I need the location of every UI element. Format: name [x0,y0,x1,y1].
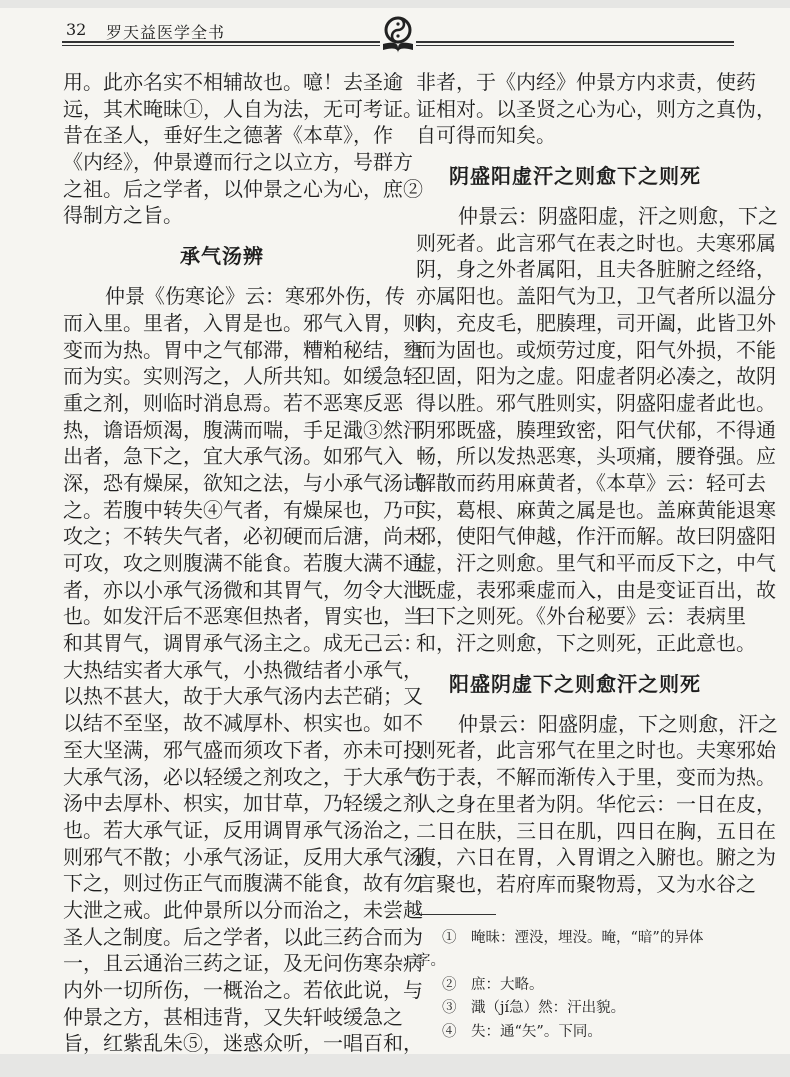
text-line: 之祖。后之学者，以仲景之心为心，庶② [63,176,423,201]
text-line: 和，汗之则愈，下之则死，正此意也。 [416,631,756,656]
text-line: 一，且云通治三药之证，及无问伤寒杂病 [63,951,423,976]
text-line: 仲景之方，甚相违背，又失轩岐缓急之 [63,1004,403,1029]
text-line: 邪，使阳气伸越，作汗而解。故曰阴盛阳 [416,524,776,549]
text-line: 昔在圣人，垂好生之德著《本草》，作 [63,123,393,148]
text-line: 伤于表，不解而渐传入于里，变而为热。 [416,765,776,790]
page-number: 32 [66,20,87,39]
text-line: 热，谵语烦渴，腹满而喘，手足濈③然汗 [63,417,423,442]
text-line: 旨，红紫乱朱⑤，迷惑众听，一唱百和， [63,1031,423,1056]
text-line: 二日在肤，三日在肌，四日在胸，五日在 [416,818,776,843]
text-line: 出者，急下之，宜大承气汤。如邪气入 [63,444,403,469]
text-line: 内外一切所伤，一概治之。若依此说，与 [63,978,423,1002]
header-rule-left-thin [62,45,380,46]
text-line: 用。此亦名实不相辅故也。噫！去圣逾 [63,70,403,94]
running-head-book-title: 罗天益医学全书 [106,23,226,42]
left-text-column [63,69,423,1057]
header-rule-right-thin [416,45,734,46]
text-line: 仲景《伤寒论》云：寒邪外伤，传 [105,284,405,309]
paragraph [416,69,776,149]
section-heading: 承气汤辨 [180,244,264,269]
text-line: 汤中去厚朴、枳实，加甘草，乃轻缓之剂 [63,791,423,816]
text-line: 远，其术晻昧①，人自为法，无可考证。 [63,96,423,121]
text-line: 腹，六日在胃，入胃谓之入腑也。腑之为 [416,845,776,870]
text-line: 亦属阳也。盖阳气为卫，卫气者所以温分 [416,284,776,309]
text-line: 仲景云：阴盛阳虚，汗之则愈，下之 [458,204,778,229]
section-heading: 阳盛阴虚下之则愈汗之则死 [449,671,701,696]
text-line: 之。若腹中转失④气者，有燥屎也，乃可 [63,497,423,522]
text-line: 曰下之则死。《外台秘要》云：表病里 [416,604,746,629]
text-line: 非者，于《内经》仲景方内求责，使药 [416,70,756,94]
text-line: 大承气汤，必以轻缓之剂攻之，于大承气 [63,764,423,789]
text-line: 仲景云：阳盛阴虚，下之则愈，汗之 [458,711,778,736]
text-line: 攻之；不转失气者，必初硬而后溏，尚未 [63,524,423,549]
footnote: ④ 失：通“矢”。下同。 [442,1023,602,1040]
text-line: 而入里。里者，入胃是也。邪气入胃，则 [63,310,423,335]
text-line: 可攻，攻之则腹满不能食。若腹大满不通 [63,551,423,575]
text-line: 则死者。此言邪气在表之时也。夫寒邪属 [416,230,776,255]
text-line: 《内经》，仲景遵而行之以立方，号群方 [63,150,413,175]
text-line: 解散而药用麻黄者，《本草》云：轻可去 [416,470,766,495]
text-line: 也。若大承气证，反用调胃承气汤治之， [63,817,423,842]
text-line: 至大坚满，邪气盛而须攻下者，亦未可投 [63,737,423,762]
text-line: 和其胃气，调胃承气汤主之。成无己云： [63,631,423,656]
section-heading: 阴盛阳虚汗之则愈下之则死 [449,164,701,189]
text-line: 大泄之戒。此仲景所以分而治之，未尝越 [63,897,423,922]
text-line: 畅，所以发热恶寒，头项痛，腰脊强。应 [416,444,776,469]
text-line: 下之，则过伤正气而腹满不能食，故有勿 [63,871,423,896]
text-line: 则邪气不散；小承气汤证，反用大承气汤 [63,844,423,869]
text-line: 虚，汗之则愈。里气和平而反下之，中气 [416,551,776,575]
text-line: 而为固也。或烦劳过度，阳气外损，不能 [416,337,776,362]
paragraph [63,283,423,1057]
text-line: 卫固，阳为之虚。阳虚者阴必凑之，故阴 [416,364,776,389]
yin-yang-book-emblem-icon [381,14,415,54]
footnote: ② 庶：大略。 [442,976,544,993]
paragraph [416,203,778,657]
text-line: 者，亦以小承气汤微和其胃气，勿令大泄 [63,577,423,602]
text-line: 阴，身之外者属阳，且夫各脏腑之经络， [416,257,776,282]
paragraph [416,711,778,898]
text-line: 也。如发汗后不恶寒但热者，胃实也，当 [63,604,423,629]
footnote-divider [416,914,496,915]
footnote: ③ 濈（jí急）然：汗出貌。 [442,1000,626,1017]
footnote: ① 晻昧：湮没，埋没。晻，“暗”的异体 [442,929,704,946]
text-line: 大热结实者大承气，小热微结者小承气， [63,657,423,682]
header-rule-left [62,41,380,43]
text-line: 肉，充皮毛，肥腠理，司开阖，此皆卫外 [416,310,776,335]
text-line: 深，恐有燥屎，欲知之法，与小承气汤试 [63,470,423,495]
text-line: 变而为热。胃中之气郁滞，糟粕秘结，壅 [63,337,423,362]
text-line: 既虚，表邪乘虚而入，由是变证百出，故 [416,577,776,602]
text-line: 圣人之制度。后之学者，以此三药合而为 [63,924,423,949]
text-line: 人之身在里者为阴。华佗云：一日在皮， [416,791,776,816]
text-line: 实，葛根、麻黄之属是也。盖麻黄能退寒 [416,497,776,522]
footnote-continuation: 字。 [416,953,445,970]
text-line: 言聚也，若府库而聚物焉，又为水谷之 [416,871,756,896]
book-page [0,8,790,1054]
text-line: 得制方之旨。 [63,203,183,228]
right-text-column [416,69,778,1044]
text-line: 则死者，此言邪气在里之时也。夫寒邪始 [416,738,776,763]
paragraph [63,69,423,229]
header-rule-right [416,41,734,43]
text-line: 证相对。以圣贤之心为心，则方之真伪， [416,96,776,121]
text-line: 自可得而知矣。 [416,123,556,148]
text-line: 而为实。实则泻之，人所共知。如缓急轻 [63,364,423,389]
text-line: 以结不至坚，故不减厚朴、枳实也。如不 [63,711,423,736]
text-line: 得以胜。邪气胜则实，阴盛阳虚者此也。 [416,390,776,415]
text-line: 重之剂，则临时消息焉。若不恶寒反恶 [63,390,403,415]
footnotes [416,927,734,1045]
text-line: 阴邪既盛，腠理致密，阳气伏郁，不得通 [416,417,776,442]
text-line: 以热不甚大，故于大承气汤内去芒硝；又 [63,684,423,709]
